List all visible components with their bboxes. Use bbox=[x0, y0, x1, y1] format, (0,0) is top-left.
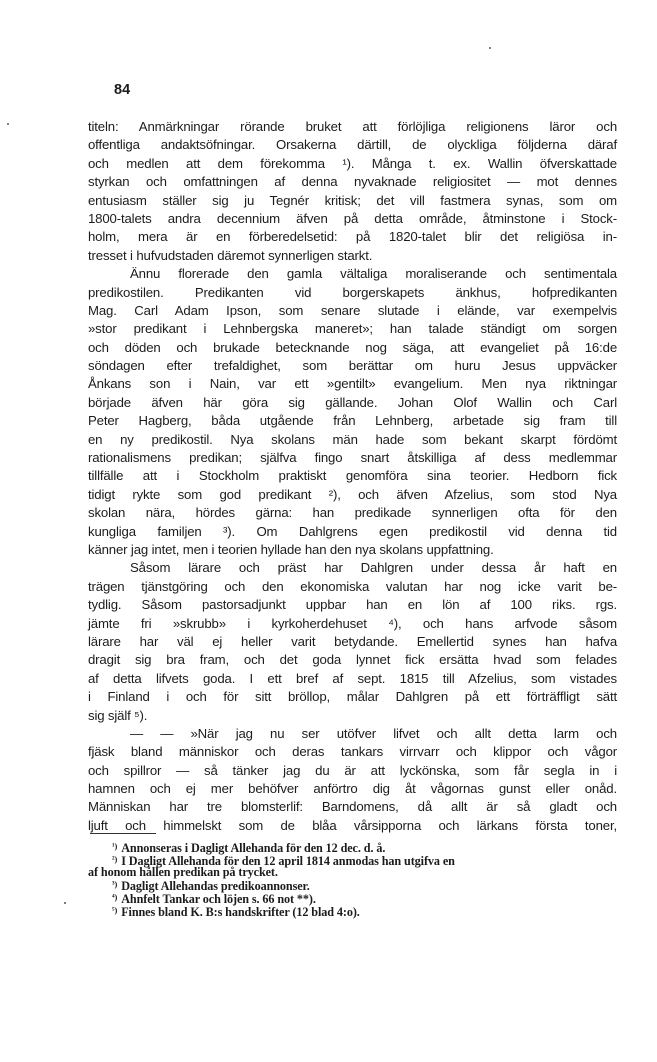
text-line: titeln: Anmärkningar rörande bruket att förlöjliga religionens läror och bbox=[88, 119, 617, 134]
footnote-continuation: af honom hållen predikan på trycket. bbox=[88, 864, 278, 879]
text-line: tillfälle att i Stockholm praktiskt genomföra sina teorier. Hedborn fick bbox=[88, 468, 617, 484]
body-text bbox=[88, 118, 617, 835]
footnote-rule bbox=[90, 833, 156, 834]
text-line: entusiasm ställer sig ju Tegnér kritisk; det vill fastmera synas, som om bbox=[88, 192, 617, 208]
footnote bbox=[88, 878, 617, 894]
footnote bbox=[88, 904, 617, 917]
text-line: jämte fri »skrubb» i kyrkoherdehuset ⁴), och hans arfvode såsom bbox=[88, 615, 617, 631]
text-line: hamnen och ej mer behöfver anförtro dig åt vågornas gunst eller onåd. bbox=[88, 781, 617, 797]
text-line: trägen tjänstgöring och den ekonomiska valutan har nog icke varit be- bbox=[88, 578, 617, 594]
text-line: Såsom lärare och präst har Dahlgren under dessa år haft en bbox=[130, 560, 617, 576]
scan-speck bbox=[64, 902, 66, 904]
footnote-text: Finnes bland K. B:s handskrifter (12 blad 4:o). bbox=[121, 904, 360, 919]
text-line: »stor predikant i Lehnbergska maneret»; han talade ständigt om sorgen bbox=[88, 321, 617, 337]
footnote-text: Dagligt Allehandas predikoannonser. bbox=[121, 879, 310, 894]
footnote-mark: ²) bbox=[112, 853, 118, 864]
text-line: rationalismens predikan; själfva fingo snart åtskilliga af dess medlemmar bbox=[88, 450, 617, 466]
text-line: ljuft och himmelskt som de blåa vårsipporna och lärkans första toner, bbox=[88, 817, 617, 833]
text-line: Mag. Carl Adam Ipson, som senare slutade i elände, var exempelvis bbox=[88, 302, 617, 318]
text-line: 1800-talets andra decennium äfven på detta område, åtminstone i Stock- bbox=[88, 210, 617, 226]
text-line: och medlen att dem förekomma ¹). Många t. ex. Wallin öfverskattade bbox=[88, 155, 617, 171]
text-line: lärare har väl ej heller varit betydande. Emellertid synes han hafva bbox=[88, 633, 617, 649]
footnotes bbox=[88, 840, 617, 917]
text-line: tidigt rykte som god predikant ²), och äfven Afzelius, som stod Nya bbox=[88, 486, 617, 502]
footnote-text: I Dagligt Allehanda för den 12 april 1814 anmodas han utgifva en bbox=[121, 853, 455, 868]
text-line: tydlig. Såsom pastorsadjunkt uppbar han en lön af 100 riks. rgs. bbox=[88, 597, 617, 613]
text-line: Människan har tre blomsterlif: Barndomens, då allt är så gladt och bbox=[88, 799, 617, 815]
text-line: söndagen efter trefaldighet, som berättar om huru Jesus uppväcker bbox=[88, 358, 617, 374]
text-line: Peter Hagberg, båda utgående från Lehnberg, arbetade sig fram till bbox=[88, 413, 617, 429]
text-line: holm, mera är en förberedelsetid: på 1820-talet blir det religiösa in- bbox=[88, 229, 617, 245]
footnote-mark: ¹) bbox=[112, 841, 118, 851]
footnote-mark: ⁴) bbox=[112, 892, 118, 903]
text-line: offentliga andaktsöfningar. Orsakerna därtill, de olyckliga följderna däraf bbox=[88, 137, 617, 153]
text-line: och döden och brukade betecknande nog säga, att evangeliet på 16:de bbox=[88, 339, 617, 355]
footnote bbox=[88, 891, 617, 907]
text-line: dragit sig bra fram, och det goda lynnet fick ersätta hvad som felades bbox=[88, 652, 617, 668]
footnote-text: Annonseras i Dagligt Allehanda för den 12 dec. d. å. bbox=[121, 841, 386, 855]
text-line: — — »När jag nu ser utöfver lifvet och allt detta larm och bbox=[130, 725, 617, 741]
page-number: 84 bbox=[114, 82, 131, 98]
text-line: i Finland i och för sitt bröllop, målar Dahlgren på ett förträffligt sätt bbox=[88, 689, 617, 705]
text-line: och spillror — så tänker jag du är att lyckönska, som får segla in i bbox=[88, 762, 617, 778]
text-line: skolan nära, hördes gärna: han predikade synnerligen ofta för den bbox=[88, 505, 617, 521]
text-line: känner jag intet, men i teorien hyllade han den nya skolans uppfattning. bbox=[88, 541, 494, 557]
footnote bbox=[88, 853, 617, 866]
text-line: styrkan och omfattningen af denna nyvaknade religiositet — mot dennes bbox=[88, 174, 617, 190]
scan-speck bbox=[7, 123, 9, 125]
text-line: sig själf ⁵). bbox=[88, 707, 148, 723]
text-line: predikostilen. Predikanten vid borgerskapets änkhus, hofpredikanten bbox=[88, 284, 617, 300]
footnote-mark: ⁵) bbox=[112, 904, 118, 915]
text-line: kungliga familjen ³). Om Dahlgrens egen predikostil vid denna tid bbox=[88, 523, 617, 539]
text-line: Ånkans son i Nain, var ett »gentilt» evangelium. Men nya riktningar bbox=[88, 376, 617, 392]
text-line: började äfven här göra sig gällande. Johan Olof Wallin och Carl bbox=[88, 394, 617, 410]
scan-speck bbox=[489, 47, 491, 49]
text-line: fjäsk bland människor och deras tankars virrvarr och klippor och vågor bbox=[88, 744, 617, 760]
text-line: en ny predikostil. Nya skolans män hade som bekant skarpt fördömt bbox=[88, 431, 617, 447]
footnote-mark: ³) bbox=[112, 879, 118, 890]
text-line: tresset i hufvudstaden däremot synnerligen starkt. bbox=[88, 247, 373, 263]
text-line: Ännu florerade den gamla vältaliga moraliserande och sentimentala bbox=[130, 266, 617, 282]
footnote bbox=[88, 840, 617, 853]
text-line: af detta lifvets goda. I ett bref af sept. 1815 till Afzelius, som vistades bbox=[88, 670, 617, 686]
footnote-text: Ahnfelt Tankar och löjen s. 66 not **). bbox=[121, 892, 316, 907]
